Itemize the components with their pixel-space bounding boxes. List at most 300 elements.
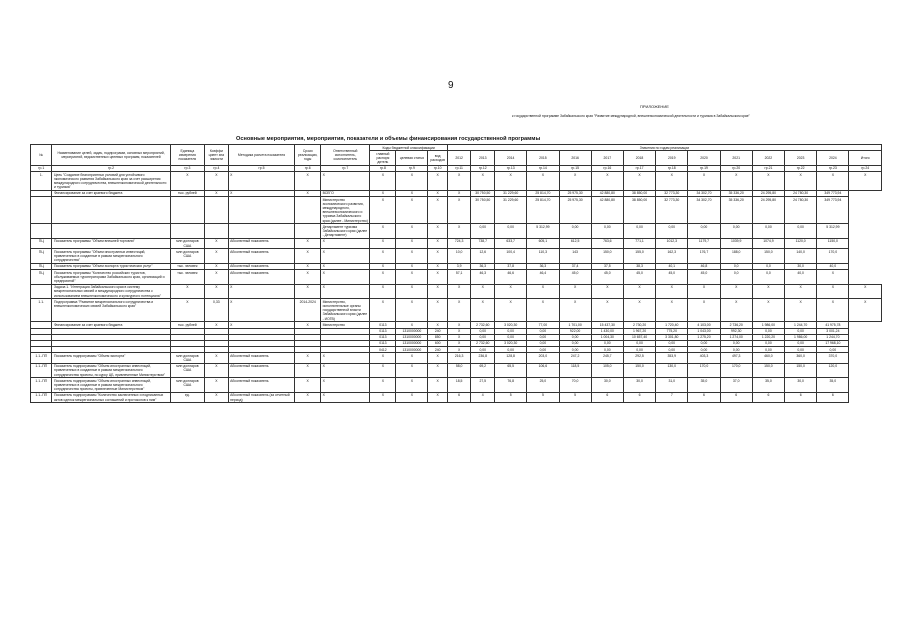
- table-row: [31, 284, 882, 299]
- table-cell: X: [370, 299, 396, 322]
- table-cell: 497,3: [720, 353, 752, 363]
- table-row: [31, 224, 882, 239]
- table-cell: X: [370, 224, 396, 239]
- table-cell: X: [396, 190, 428, 196]
- table-cell: X: [396, 224, 428, 239]
- table-cell: X: [495, 284, 527, 299]
- table-cell: X: [370, 172, 396, 191]
- table-cell: X: [447, 322, 471, 328]
- table-cell: 40,1: [656, 263, 688, 269]
- table-cell: тыс. человек: [170, 263, 204, 269]
- table-cell: X: [428, 378, 447, 393]
- table-cell: 35,0: [817, 378, 849, 393]
- table-cell: 203,0: [527, 353, 559, 363]
- table-cell: [52, 197, 170, 224]
- table-cell: 0,00: [471, 347, 495, 353]
- table-row: [31, 378, 882, 393]
- table-cell: 292,5: [623, 353, 655, 363]
- table-cell: тыс. человек: [170, 270, 204, 285]
- column-number: гр.4: [205, 165, 229, 171]
- table-cell: X: [205, 378, 229, 393]
- table-cell: 17 968,10: [817, 340, 849, 346]
- table-cell: 41 975,78: [817, 322, 849, 328]
- table-cell: 36,3: [527, 263, 559, 269]
- table-cell: ед.: [170, 392, 204, 402]
- table-cell: X: [471, 299, 495, 322]
- table-cell: 31 229,60: [495, 190, 527, 196]
- table-cell: X: [370, 378, 396, 393]
- table-cell: 46,8: [688, 263, 720, 269]
- table-cell: X: [295, 284, 321, 299]
- table-cell: 1.1.-ПП: [31, 353, 52, 363]
- table-cell: 155,0: [623, 249, 655, 264]
- header-name: Наименование целей, задач, подпрограмм, основных мероприятий, мероприятий, ведомственных целевых программ, показателей: [52, 145, 170, 166]
- column-number: гр.17: [623, 165, 655, 171]
- table-cell: X: [527, 172, 559, 191]
- header-year: 2017: [591, 151, 623, 166]
- table-cell: X: [752, 284, 784, 299]
- table-cell: 37,0: [720, 378, 752, 393]
- table-cell: [31, 224, 52, 239]
- table-row: [31, 299, 882, 322]
- table-cell: 922,00: [559, 328, 591, 334]
- table-cell: ПЦ: [31, 238, 52, 248]
- header-year: 2016: [559, 151, 591, 166]
- table-cell: X: [295, 249, 321, 264]
- table-cell: X: [205, 363, 229, 378]
- table-cell: [228, 224, 295, 239]
- table-cell: Абсолютный показатель: [228, 378, 295, 393]
- table-cell: 0,00: [623, 224, 655, 239]
- table-row: [31, 270, 882, 285]
- table-cell: 30 750,50: [471, 190, 495, 196]
- table-cell: 1310000000: [396, 340, 428, 346]
- table-cell: 0,00: [656, 340, 688, 346]
- table-cell: 5 312,99: [527, 224, 559, 239]
- header-responsible: Ответственный исполнитель, соисполнитель: [321, 145, 370, 166]
- table-cell: 7: [656, 392, 688, 402]
- table-cell: 35,0: [752, 378, 784, 393]
- table-cell: 0,00: [623, 340, 655, 346]
- table-cell: 24 780,30: [785, 197, 817, 224]
- table-cell: Абсолютный показатель: [228, 353, 295, 363]
- table-cell: 1 701,00: [559, 322, 591, 328]
- header-year: 2018: [623, 151, 655, 166]
- table-cell: 0,00: [591, 347, 623, 353]
- table-cell: 0,00: [495, 347, 527, 353]
- table-cell: X: [752, 172, 784, 191]
- table-cell: Департамент туризма Забайкальского края (далее - Департамент): [321, 224, 370, 239]
- header-year: 2013: [471, 151, 495, 166]
- table-cell: 2 730,20: [623, 322, 655, 328]
- table-cell: 1012,3: [656, 238, 688, 248]
- table-cell: Абсолютный показатель (за отчетный период): [228, 392, 295, 402]
- table-cell: 65,5: [495, 363, 527, 378]
- table-cell: 0,0: [720, 270, 752, 285]
- table-cell: X: [321, 353, 370, 363]
- table-cell: X: [370, 284, 396, 299]
- table-cell: Показатель программы "Объем экспорта туристических услуг": [52, 263, 170, 269]
- table-cell: X: [396, 363, 428, 378]
- table-cell: X: [321, 249, 370, 264]
- column-number: гр.2: [52, 165, 170, 171]
- table-cell: X: [321, 270, 370, 285]
- table-cell: 0,00: [688, 224, 720, 239]
- header-year: 2020: [688, 151, 720, 166]
- table-cell: 0,00: [559, 347, 591, 353]
- table-cell: 992,30: [720, 328, 752, 334]
- table-cell: X: [295, 392, 321, 402]
- table-cell: 0,00: [785, 347, 817, 353]
- table-cell: 1 720,40: [656, 322, 688, 328]
- table-cell: X: [428, 363, 447, 378]
- table-cell: X: [428, 322, 447, 328]
- table-cell: X: [295, 322, 321, 328]
- table-cell: 24 295,80: [752, 190, 784, 196]
- table-cell: 170,0: [720, 363, 752, 378]
- table-cell: X: [396, 172, 428, 191]
- table-cell: X: [559, 299, 591, 322]
- table-cell: X: [295, 238, 321, 248]
- table-cell: X: [428, 353, 447, 363]
- table-cell: X: [396, 322, 428, 328]
- table-cell: X: [428, 392, 447, 402]
- table-cell: 24 295,80: [752, 197, 784, 224]
- table-cell: 1 986,00: [785, 334, 817, 340]
- table-cell: 1 275,20: [688, 334, 720, 340]
- table-cell: 37,8: [495, 263, 527, 269]
- table-cell: X: [396, 197, 428, 224]
- table-cell: 0,00: [471, 328, 495, 334]
- table-cell: 633,7: [495, 238, 527, 248]
- table-cell: X: [559, 172, 591, 191]
- table-cell: X: [785, 284, 817, 299]
- table-cell: 1120,0: [785, 238, 817, 248]
- table-cell: Показатель программы "Объем иностранных инвестиций, привлеченных в созданные в рамках межрегионального сотрудничества": [52, 249, 170, 264]
- table-cell: 150,0: [623, 363, 655, 378]
- table-cell: [228, 197, 295, 224]
- table-cell: X: [527, 299, 559, 322]
- table-cell: 35 336,20: [720, 197, 752, 224]
- table-cell: 0,00: [527, 347, 559, 353]
- column-number: гр.11: [447, 165, 471, 171]
- table-cell: 0,00: [752, 328, 784, 334]
- table-cell: 0,00: [656, 347, 688, 353]
- table-cell: 0,0: [752, 263, 784, 269]
- table-cell: 31,0: [656, 378, 688, 393]
- table-cell: X: [559, 284, 591, 299]
- table-row: [31, 249, 882, 264]
- table-cell: 150,0: [752, 363, 784, 378]
- table-title: Основные мероприятия, мероприятия, показатели и объемы финансирования государственной программы: [236, 136, 541, 142]
- table-cell: 0,00: [527, 328, 559, 334]
- table-cell: млн долларов США: [170, 363, 204, 378]
- table-cell: 0,33: [205, 299, 229, 322]
- table-cell: ВСЕГО: [321, 190, 370, 196]
- column-number: гр.6: [295, 165, 321, 171]
- table-cell: 0,00: [720, 340, 752, 346]
- table-row: [31, 363, 882, 378]
- table-cell: 0,00: [591, 224, 623, 239]
- table-cell: 12,6: [471, 249, 495, 264]
- table-cell: [295, 224, 321, 239]
- table-cell: ПЦ: [31, 249, 52, 264]
- table-cell: Показатель программы "Количество российских туристов, обслуживаемых туроператорами Забайкальского края, организаций и предприятий": [52, 270, 170, 285]
- table-cell: X: [752, 299, 784, 322]
- table-cell: X: [591, 284, 623, 299]
- table-cell: 36,3: [471, 263, 495, 269]
- table-cell: 0,00: [785, 224, 817, 239]
- page-number: 9: [448, 80, 454, 91]
- column-number: гр.3: [170, 165, 204, 171]
- column-number: гр.19: [688, 165, 720, 171]
- column-number: гр.10: [428, 165, 447, 171]
- table-cell: 370,0: [817, 353, 849, 363]
- table-cell: X: [447, 197, 471, 224]
- column-number: гр.22: [785, 165, 817, 171]
- table-cell: X: [295, 378, 321, 393]
- table-cell: X: [591, 172, 623, 191]
- table-cell: X: [295, 363, 321, 378]
- table-row: [31, 238, 882, 248]
- table-cell: 1 967,20: [623, 328, 655, 334]
- column-number: гр.23: [817, 165, 849, 171]
- table-cell: 850: [428, 334, 447, 340]
- table-cell: 120,0: [817, 363, 849, 378]
- table-cell: 37,4: [559, 263, 591, 269]
- table-cell: 6: [447, 392, 471, 402]
- table-cell: X: [321, 378, 370, 393]
- table-cell: 353,9: [656, 353, 688, 363]
- table-cell: X: [447, 224, 471, 239]
- header-year: 2019: [656, 151, 688, 166]
- table-cell: млн долларов США: [170, 249, 204, 264]
- table-cell: 1 043,00: [688, 328, 720, 334]
- table-cell: 46,6: [495, 270, 527, 285]
- table-cell: 37,5: [591, 263, 623, 269]
- table-cell: X: [370, 238, 396, 248]
- table-cell: X: [428, 238, 447, 248]
- table-cell: 0,00: [752, 347, 784, 353]
- table-cell: Министерство: [321, 322, 370, 328]
- table-cell: 245,7: [591, 353, 623, 363]
- table-cell: [170, 197, 204, 224]
- table-cell: млн долларов США: [170, 378, 204, 393]
- table-cell: 35 336,20: [720, 190, 752, 196]
- table-cell: 4: [471, 392, 495, 402]
- table-cell: 0,00: [559, 334, 591, 340]
- table-cell: [295, 197, 321, 224]
- table-cell: 188,0: [720, 249, 752, 264]
- table-cell: 247,2: [559, 353, 591, 363]
- table-cell: 1310000000: [396, 347, 428, 353]
- table-cell: 1 986,00: [752, 322, 784, 328]
- table-cell: 45,0: [688, 270, 720, 285]
- table-cell: 349 773,94: [817, 190, 849, 196]
- table-cell: 6: [752, 392, 784, 402]
- table-cell: X: [688, 299, 720, 322]
- table-cell: 70,0: [559, 378, 591, 393]
- table-cell: X: [785, 299, 817, 322]
- table-cell: X: [321, 392, 370, 402]
- table-cell: Абсолютный показатель: [228, 238, 295, 248]
- table-cell: 216,3: [447, 353, 471, 363]
- appendix-title: ПРИЛОЖЕНИЕ: [640, 104, 669, 109]
- table-cell: 25 975,30: [559, 197, 591, 224]
- table-cell: X: [321, 238, 370, 248]
- table-cell: X: [447, 284, 471, 299]
- table-cell: 1039,9: [720, 238, 752, 248]
- table-cell: X: [205, 238, 229, 248]
- table-cell: X: [447, 328, 471, 334]
- table-cell: 738,7: [471, 238, 495, 248]
- table-cell: 30 750,50: [471, 197, 495, 224]
- table-cell: X: [688, 284, 720, 299]
- table-cell: 45,0: [559, 270, 591, 285]
- table-cell: 0113: [370, 340, 396, 346]
- header-code-gr: главный распоря дитель: [370, 151, 396, 166]
- table-cell: X: [295, 353, 321, 363]
- table-cell: X: [205, 249, 229, 264]
- table-cell: 0,00: [559, 340, 591, 346]
- table-cell: X: [228, 172, 295, 191]
- table-cell: 0,00: [527, 340, 559, 346]
- table-cell: 5: [495, 392, 527, 402]
- table-cell: 30,0: [623, 378, 655, 393]
- table-cell: 40,0: [785, 270, 817, 285]
- table-cell: X: [623, 299, 655, 322]
- table-cell: X: [370, 197, 396, 224]
- table-cell: 105,0: [591, 363, 623, 378]
- table-cell: 0113: [370, 322, 396, 328]
- table-cell: 0,00: [817, 347, 849, 353]
- table-cell: X: [370, 190, 396, 196]
- table-cell: Финансирование за счет краевого бюджета: [52, 190, 170, 196]
- table-cell: X: [817, 284, 849, 299]
- table-cell: X: [447, 190, 471, 196]
- table-cell: X: [321, 284, 370, 299]
- table-cell: 0,00: [623, 347, 655, 353]
- table-cell: 763,6: [591, 238, 623, 248]
- table-cell: 77,00: [527, 322, 559, 328]
- table-cell: Абсолютный показатель: [228, 363, 295, 378]
- table-cell: Цель "Создание благоприятных условий для устойчивого экономического развития Забайкальского края за счет расширения международного сотрудничества, внешнеэкономической деятельности и туризма": [52, 172, 170, 191]
- table-cell: X: [321, 172, 370, 191]
- table-cell: 31 229,60: [495, 197, 527, 224]
- table-cell: X: [205, 353, 229, 363]
- header-year: 2015: [527, 151, 559, 166]
- table-cell: X: [817, 299, 849, 322]
- table-cell: 3 301,80: [656, 334, 688, 340]
- table-cell: 0,00: [688, 340, 720, 346]
- table-cell: X: [428, 284, 447, 299]
- table-cell: 30,0: [785, 263, 817, 269]
- table-cell: X: [720, 284, 752, 299]
- header-year: 2012: [447, 151, 471, 166]
- table-cell: 15 437,30: [591, 322, 623, 328]
- table-cell: X: [495, 299, 527, 322]
- table-cell: 25 975,30: [559, 190, 591, 196]
- table-cell: 240: [428, 328, 447, 334]
- table-cell: 30,0: [591, 378, 623, 393]
- table-cell: X: [428, 224, 447, 239]
- table-cell: X: [205, 270, 229, 285]
- table-cell: X: [370, 353, 396, 363]
- table-cell: 240: [428, 347, 447, 353]
- table-cell: 360,0: [785, 353, 817, 363]
- table-cell: 3,9: [447, 263, 471, 269]
- table-cell: 25,0: [527, 378, 559, 393]
- header-year: 2024: [817, 151, 849, 166]
- table-cell: 605,1: [527, 238, 559, 248]
- table-cell: 162,3: [656, 249, 688, 264]
- table-cell: X: [447, 340, 471, 346]
- table-cell: 1.1.-ПП: [31, 392, 52, 402]
- table-cell: X: [849, 284, 882, 299]
- table-cell: 460,0: [752, 353, 784, 363]
- table-cell: X: [447, 299, 471, 322]
- table-cell: 0,00: [720, 224, 752, 239]
- table-cell: X: [396, 270, 428, 285]
- table-cell: X: [396, 353, 428, 363]
- table-cell: 1.1.-ПП: [31, 378, 52, 393]
- table-cell: X: [370, 392, 396, 402]
- table-cell: 2 732,60: [471, 322, 495, 328]
- table-cell: 0,00: [471, 334, 495, 340]
- table-cell: X: [849, 299, 882, 322]
- table-cell: 612,5: [559, 238, 591, 248]
- column-number: гр.16: [591, 165, 623, 171]
- table-cell: 34 302,70: [688, 197, 720, 224]
- table-cell: 45,0: [623, 270, 655, 285]
- table-cell: 150,0: [785, 363, 817, 378]
- table-cell: X: [428, 172, 447, 191]
- table-cell: 600: [428, 340, 447, 346]
- table-cell: тыс. рублей: [170, 190, 204, 196]
- table-cell: X: [205, 392, 229, 402]
- table-cell: 58,0: [447, 363, 471, 378]
- column-number: гр.9: [396, 165, 428, 171]
- table-cell: X: [428, 270, 447, 285]
- table-cell: 0,00: [688, 347, 720, 353]
- table-cell: X: [205, 263, 229, 269]
- table-cell: 0,00: [527, 334, 559, 340]
- header-period: Сроки реализации, годы: [295, 145, 321, 166]
- table-cell: 0,0: [720, 263, 752, 269]
- header-year: Итого: [849, 151, 882, 166]
- table-cell: [205, 197, 229, 224]
- table-cell: 128,8: [495, 353, 527, 363]
- table-cell: X: [428, 263, 447, 269]
- header-year: 2021: [720, 151, 752, 166]
- table-cell: X: [428, 299, 447, 322]
- table-cell: 5: [527, 392, 559, 402]
- table-cell: 143: [559, 249, 591, 264]
- table-cell: 34 302,70: [688, 190, 720, 196]
- table-cell: 0,00: [720, 347, 752, 353]
- table-cell: 0,00: [495, 334, 527, 340]
- table-cell: 2014-2024: [295, 299, 321, 322]
- table-row: [31, 353, 882, 363]
- table-cell: 0,00: [559, 224, 591, 239]
- table-cell: X: [396, 238, 428, 248]
- table-cell: X: [295, 190, 321, 196]
- table-cell: X: [396, 378, 428, 393]
- table-cell: X: [447, 172, 471, 191]
- header-weight: Коэффи циент зна чимости: [205, 145, 229, 166]
- table-cell: X: [228, 190, 295, 196]
- table-cell: X: [447, 347, 471, 353]
